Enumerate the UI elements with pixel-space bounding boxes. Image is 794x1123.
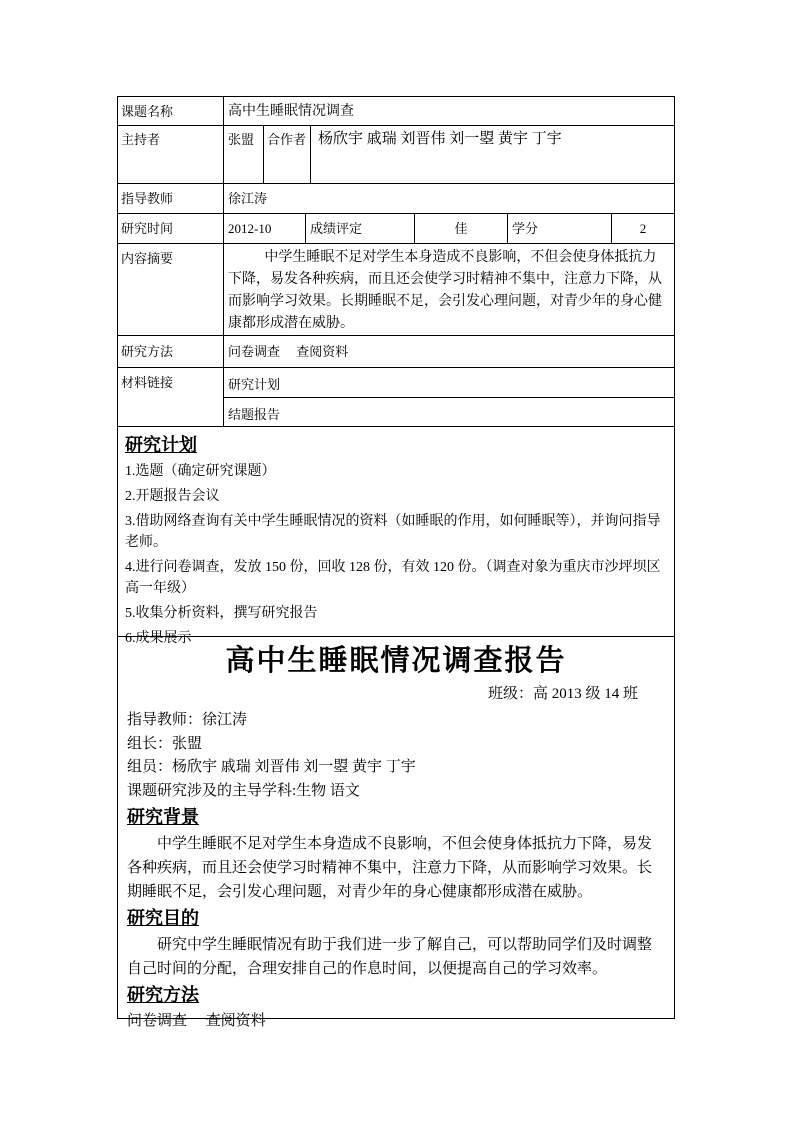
report-purpose-heading: 研究目的 <box>127 908 199 928</box>
research-project-table <box>117 96 675 1029</box>
plan-item-6: 6.成果展示 <box>125 631 192 646</box>
table-row-research-time <box>118 214 674 244</box>
report-methods-text: 问卷调查 查阅资料 <box>127 1013 266 1029</box>
report-title: 高中生睡眠情况调查报告 <box>225 645 567 677</box>
advisor-label: 指导教师 <box>121 191 174 206</box>
report-background-text: 中学生睡眠不足对学生本身造成不良影响，不但会使身体抵抗力下降，易发各种疾病，而且还会使学习时精神不集中，注意力下降，从而影响学习效果。长期睡眠不足，会引发心理问题，对青少年的身心健康都形成潜在威胁。 <box>127 836 653 900</box>
table-row-project-name <box>118 97 674 126</box>
plan-item-3: 3.借助网络查询有关中学生睡眠情况的资料（如睡眠的作用，如何睡眠等），并询问指导老师。 <box>125 514 661 550</box>
plan-item-1: 1.选题（确定研究课题） <box>125 464 276 479</box>
materials-links <box>223 368 674 426</box>
report-background-heading: 研究背景 <box>127 807 199 827</box>
plan-item-2: 2.开题报告会议 <box>125 489 220 504</box>
collaborator-names: 杨欣宇 戚瑞 刘晋伟 刘一曌 黄宇 丁宇 <box>310 126 674 183</box>
plan-item-4: 4.进行问卷调查，发放 150 份，回收 128 份，有效 120 份。（调查对象为重庆市沙坪坝区高一年级） <box>125 560 661 596</box>
methods-value: 问卷调查 查阅资料 <box>223 336 674 367</box>
credit-label: 学分 <box>507 214 611 243</box>
host-value: 张盟 <box>223 126 263 183</box>
report-purpose-text: 研究中学生睡眠情况有助于我们进一步了解自己，可以帮助同学们及时调整自己时间的分配，合理安排自己的作息时间，以便提高自己的学习效率。 <box>127 937 653 977</box>
table-row-methods <box>118 336 674 368</box>
report-class-line: 班级：高 2013 级 14 班 <box>487 686 638 702</box>
grade-label: 成绩评定 <box>305 214 414 243</box>
materials-label: 材料链接 <box>121 375 174 390</box>
report-leader-line: 组长：张盟 <box>127 735 203 752</box>
research-time-label: 研究时间 <box>121 221 174 236</box>
research-plan-heading: 研究计划 <box>125 435 197 455</box>
project-name-value: 高中生睡眠情况调查 <box>223 97 674 125</box>
report-members-line: 组员：杨欣宇 戚瑞 刘晋伟 刘一曌 黄宇 丁宇 <box>127 759 416 775</box>
report-methods-heading: 研究方法 <box>127 985 199 1005</box>
research-plan-section <box>118 427 674 646</box>
table-row-materials <box>118 368 674 427</box>
summary-label: 内容摘要 <box>121 251 174 266</box>
material-link-plan: 研究计划 <box>224 368 674 398</box>
credit-value: 2 <box>611 214 674 243</box>
material-link-final-report: 结题报告 <box>228 406 281 422</box>
report-teacher-line: 指导教师：徐江涛 <box>127 712 248 728</box>
report-subjects-line: 课题研究涉及的主导学科:生物 语文 <box>127 782 360 799</box>
table-row-advisor <box>118 184 674 214</box>
table-row-host <box>118 126 674 184</box>
advisor-value: 徐江涛 <box>223 184 674 213</box>
grade-value: 佳 <box>414 214 507 243</box>
plan-item-5: 5.收集分析资料，撰写研究报告 <box>125 606 318 621</box>
host-label: 主持者 <box>121 132 161 147</box>
table-row-summary <box>118 244 674 336</box>
summary-text: 中学生睡眠不足对学生本身造成不良影响，不但会使身体抵抗力下降，易发各种疾病，而且还会使学习时精神不集中，注意力下降，从而影响学习效果。长期睡眠不足，会引发心理问题，对青少年的身心健康都形成潜在威胁。 <box>223 244 674 335</box>
project-name-label: 课题名称 <box>121 104 174 119</box>
report-section <box>118 637 674 1029</box>
research-time-value: 2012-10 <box>223 214 305 243</box>
methods-label: 研究方法 <box>121 344 174 359</box>
collaborator-label: 合作者 <box>263 126 310 183</box>
